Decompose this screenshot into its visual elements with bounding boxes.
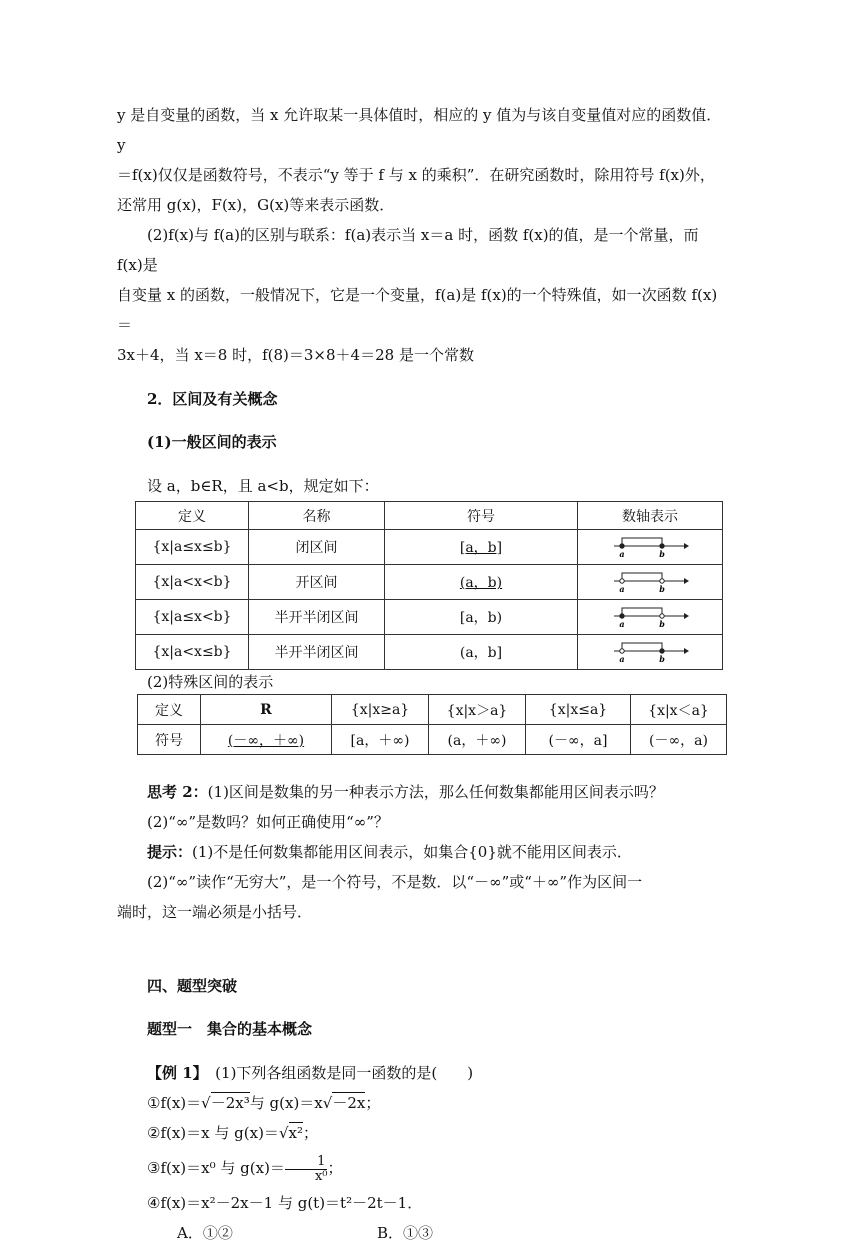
header-name: 名称 [249,502,385,530]
row-symbol: (a，b] [385,635,578,670]
interval-bracket [622,608,662,616]
row-symbol: [a，b] [385,530,578,565]
endpoint-b-dot [660,579,664,583]
table-row [138,695,727,725]
para2-line-3: 3x＋4，当 x＝8 时，f(8)＝3×8＋4＝28 是一个常数 [117,346,474,364]
number-line-diagram [610,637,690,663]
row-definition: {x|a<x<b} [136,565,249,600]
hint-answer-1: 提示：(1)不是任何数集都能用区间表示，如集合{0}就不能用区间表示． [147,843,632,861]
cell-real-set: R [201,695,332,725]
example-item-4: ④f(x)＝x²－2x－1 与 g(t)＝t²－2t－1． [147,1194,423,1212]
row-symbol: (a，b) [385,565,578,600]
endpoint-b-label: b [659,654,665,663]
cell: (－∞，＋∞) [201,725,332,755]
endpoint-a-dot [620,614,624,618]
row-number-line [578,530,723,565]
table-header-row [136,502,723,530]
interval-bracket [622,643,662,651]
cell-label: 符号 [138,725,201,755]
endpoint-b-label: b [659,584,665,593]
think-question-1: 思考 2：(1)区间是数集的另一种表示方法，那么任何数集都能用区间表示吗？ [147,783,664,801]
cell: {x|x＜a} [631,695,727,725]
example-item-2: ②f(x)＝x 与 g(x)＝√x²； [147,1124,318,1142]
think-label: 思考 2： [147,783,208,801]
general-interval-table [135,501,723,670]
row-symbol: [a，b) [385,600,578,635]
header-number-line: 数轴表示 [578,502,723,530]
table-row [136,530,723,565]
cell: {x|x≥a} [332,695,429,725]
fraction: $\frac{1}{\text{x⁰}}$ [285,1155,328,1184]
example-item-1: ①f(x)＝√－2x³与 g(x)＝x√－2x； [147,1094,381,1112]
type-1-title: 题型一 集合的基本概念 [147,1020,313,1038]
hint-answer-2-line-1: (2)“∞”读作“无穷大”，是一个符号，不是数．以“－∞”或“＋∞”作为区间一 [147,873,643,891]
cell: {x|x＞a} [429,695,526,725]
cell: {x|x≤a} [526,695,631,725]
subsection-1-intro: 设 a，b∈R，且 a<b，规定如下： [147,477,379,495]
subsection-2-title: (2)特殊区间的表示 [147,673,274,691]
number-line-diagram [610,532,690,558]
row-name: 半开半闭区间 [249,600,385,635]
axis-arrow [684,648,689,654]
example-item-3: ③f(x)＝x⁰ 与 g(x)＝ $\frac{1}{\text{x⁰}}$ ； [147,1153,343,1184]
endpoint-b-label: b [659,619,665,628]
special-interval-table [137,694,727,755]
table-row [136,600,723,635]
axis-arrow [684,613,689,619]
endpoint-a-label: a [619,549,625,558]
subsection-1-title: (1)一般区间的表示 [147,433,277,451]
example-options [117,1218,727,1248]
endpoint-a-label: a [619,584,625,593]
table-row [136,635,723,670]
endpoint-a-label: a [619,654,625,663]
endpoint-b-label: b [659,549,665,558]
row-name: 开区间 [249,565,385,600]
axis-arrow [684,578,689,584]
row-number-line [578,565,723,600]
cell: (－∞，a] [526,725,631,755]
row-definition: {x|a≤x<b} [136,600,249,635]
option-a: A．①② [177,1224,233,1242]
endpoint-b-dot [660,614,664,618]
cell: (－∞，a) [631,725,727,755]
endpoint-a-dot [620,649,624,653]
cell: (a，＋∞) [429,725,526,755]
table-row [136,565,723,600]
endpoint-a-dot [620,544,624,548]
number-line-diagram [610,567,690,593]
endpoint-a-dot [620,579,624,583]
row-definition: {x|a<x≤b} [136,635,249,670]
endpoint-b-dot [660,544,664,548]
row-number-line [578,600,723,635]
number-line-diagram [610,602,690,628]
row-definition: {x|a≤x≤b} [136,530,249,565]
hint-label: 提示： [147,843,193,861]
section-4-title: 四、题型突破 [147,977,238,995]
document-page [117,100,727,1248]
intro-line-2: ＝f(x)仅仅是函数符号，不表示“y 等于 f 与 x 的乘积”．在研究函数时，除用符号 f(x)外， [117,166,715,184]
endpoint-b-dot [660,649,664,653]
row-number-line [578,635,723,670]
think-question-2: (2)“∞”是数吗？如何正确使用“∞”？ [147,813,389,831]
para2-line-2: 自变量 x 的函数，一般情况下，它是一个变量，f(a)是 f(x)的一个特殊值，如一次函数 f(x)＝ [117,286,718,334]
interval-bracket [622,538,662,546]
option-b: B．①③ [377,1224,434,1242]
row-name: 闭区间 [249,530,385,565]
cell: [a，＋∞) [332,725,429,755]
intro-line-3: 还常用 g(x)，F(x)，G(x)等来表示函数． [117,196,395,214]
section-2-title: 2．区间及有关概念 [147,390,278,408]
example-1-stem: 【例 1】 (1)下列各组函数是同一函数的是( ) [147,1064,474,1082]
cell-label: 定义 [138,695,201,725]
header-symbol: 符号 [385,502,578,530]
intro-line-1: y 是自变量的函数，当 x 允许取某一具体值时，相应的 y 值为与该自变量值对应的函数值．y [117,106,722,154]
axis-arrow [684,543,689,549]
hint-answer-2-line-2: 端时，这一端必须是小括号． [117,903,313,921]
header-definition: 定义 [136,502,249,530]
example-label: 【例 1】 [147,1064,201,1082]
table-row [138,725,727,755]
para2-line-1: (2)f(x)与 f(a)的区别与联系：f(a)表示当 x＝a 时，函数 f(x)的值，是一个常量，而 f(x)是 [117,226,699,274]
interval-bracket [622,573,662,581]
endpoint-a-label: a [619,619,625,628]
row-name: 半开半闭区间 [249,635,385,670]
